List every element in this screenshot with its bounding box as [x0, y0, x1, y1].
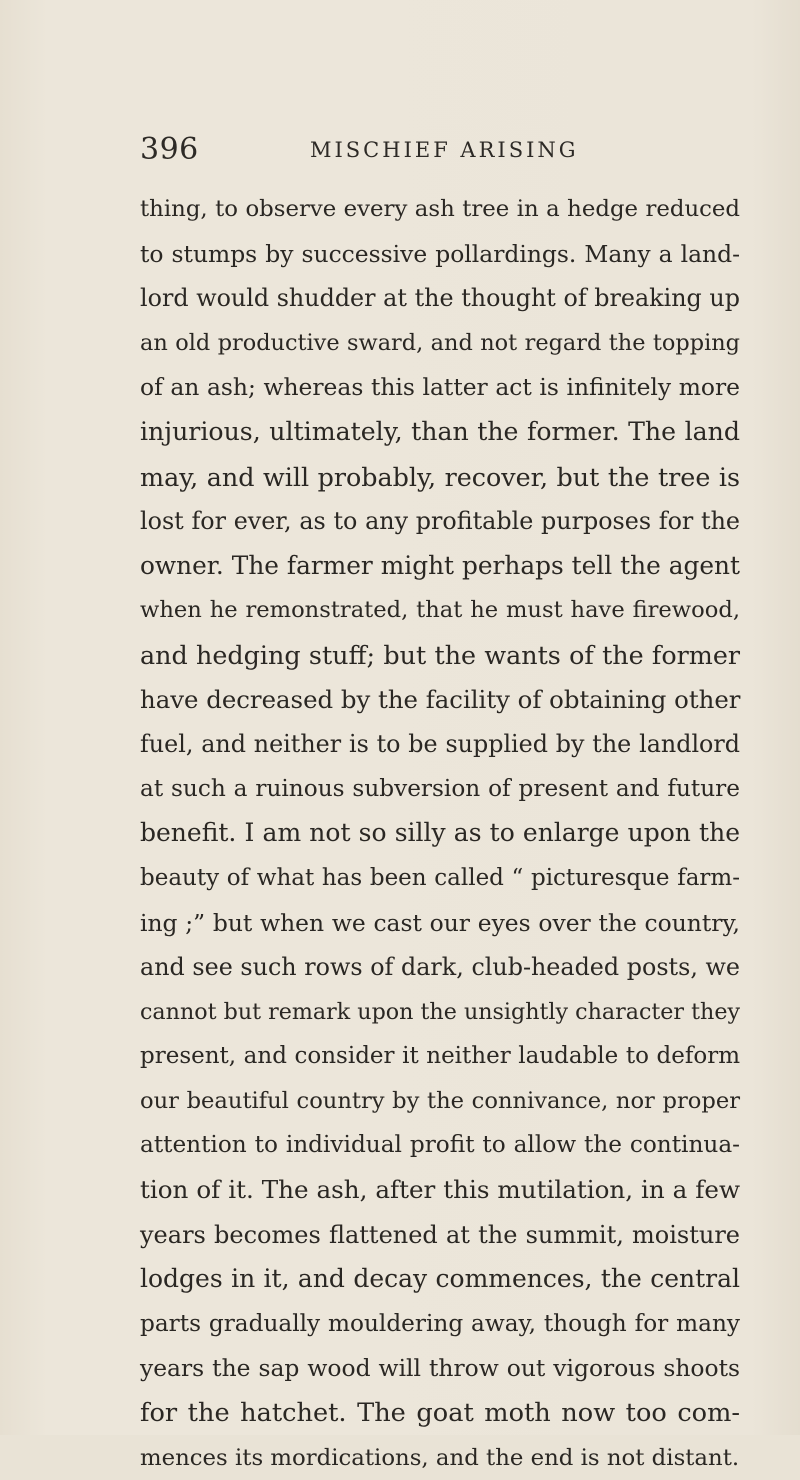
text-line: our beautiful country by the connivance, nor proper	[140, 1087, 740, 1114]
text-line: for the hatchet. The goat moth now too com-	[140, 1398, 740, 1429]
running-head	[140, 132, 740, 172]
text-line: present, and consider it neither laudable to deform	[140, 1043, 740, 1070]
text-line: at such a ruinous subversion of present and future	[140, 774, 740, 802]
text-line: of an ash; whereas this latter act is infinitely more	[140, 373, 740, 402]
running-title: MISCHIEF ARISING	[310, 138, 579, 162]
text-line: when he remonstrated, that he must have firewood,	[140, 597, 740, 624]
text-line: lord would shudder at the thought of breaking up	[140, 284, 740, 313]
text-line: lodges in it, and decay commences, the central	[140, 1264, 740, 1294]
text-line: and hedging stuff; but the wants of the former	[140, 639, 740, 670]
text-line: ing ;” but when we cast our eyes over the country,	[140, 908, 740, 937]
text-line: and see such rows of dark, club-headed posts, we	[140, 953, 740, 982]
text-line: cannot but remark upon the unsightly character they	[140, 998, 740, 1025]
text-line: benefit. I am not so silly as to enlarge upon the	[140, 818, 740, 848]
text-line: an old productive sward, and not regard the topping	[140, 329, 740, 356]
text-line: mences its mordications, and the end is not distant.	[140, 1444, 740, 1471]
text-line: years becomes flattened at the summit, moisture	[140, 1220, 740, 1249]
text-line: lost for ever, as to any profitable purposes for the	[140, 507, 740, 536]
text-line: years the sap wood will throw out vigorous shoots	[140, 1354, 740, 1383]
text-line: owner. The farmer might perhaps tell the agent	[140, 550, 740, 580]
body-text	[140, 187, 740, 1480]
page-number: 396	[140, 132, 199, 167]
text-line: may, and will probably, recover, but the tree is	[140, 461, 740, 492]
text-line: beauty of what has been called “ picturesque farm-	[140, 864, 740, 891]
text-line: thing, to observe every ash tree in a hedge reduced	[140, 196, 740, 222]
text-line: parts gradually mouldering away, though for many	[140, 1309, 740, 1337]
text-line: tion of it. The ash, after this mutilation, in a few	[140, 1175, 740, 1205]
text-line: to stumps by successive pollardings. Many a land-	[140, 239, 740, 268]
text-line: have decreased by the facility of obtaining other	[140, 684, 741, 714]
text-line: fuel, and neither is to be supplied by the landlord	[140, 730, 740, 759]
text-line: attention to individual profit to allow the continua-	[140, 1131, 740, 1159]
text-line: injurious, ultimately, than the former. The land	[140, 416, 740, 446]
